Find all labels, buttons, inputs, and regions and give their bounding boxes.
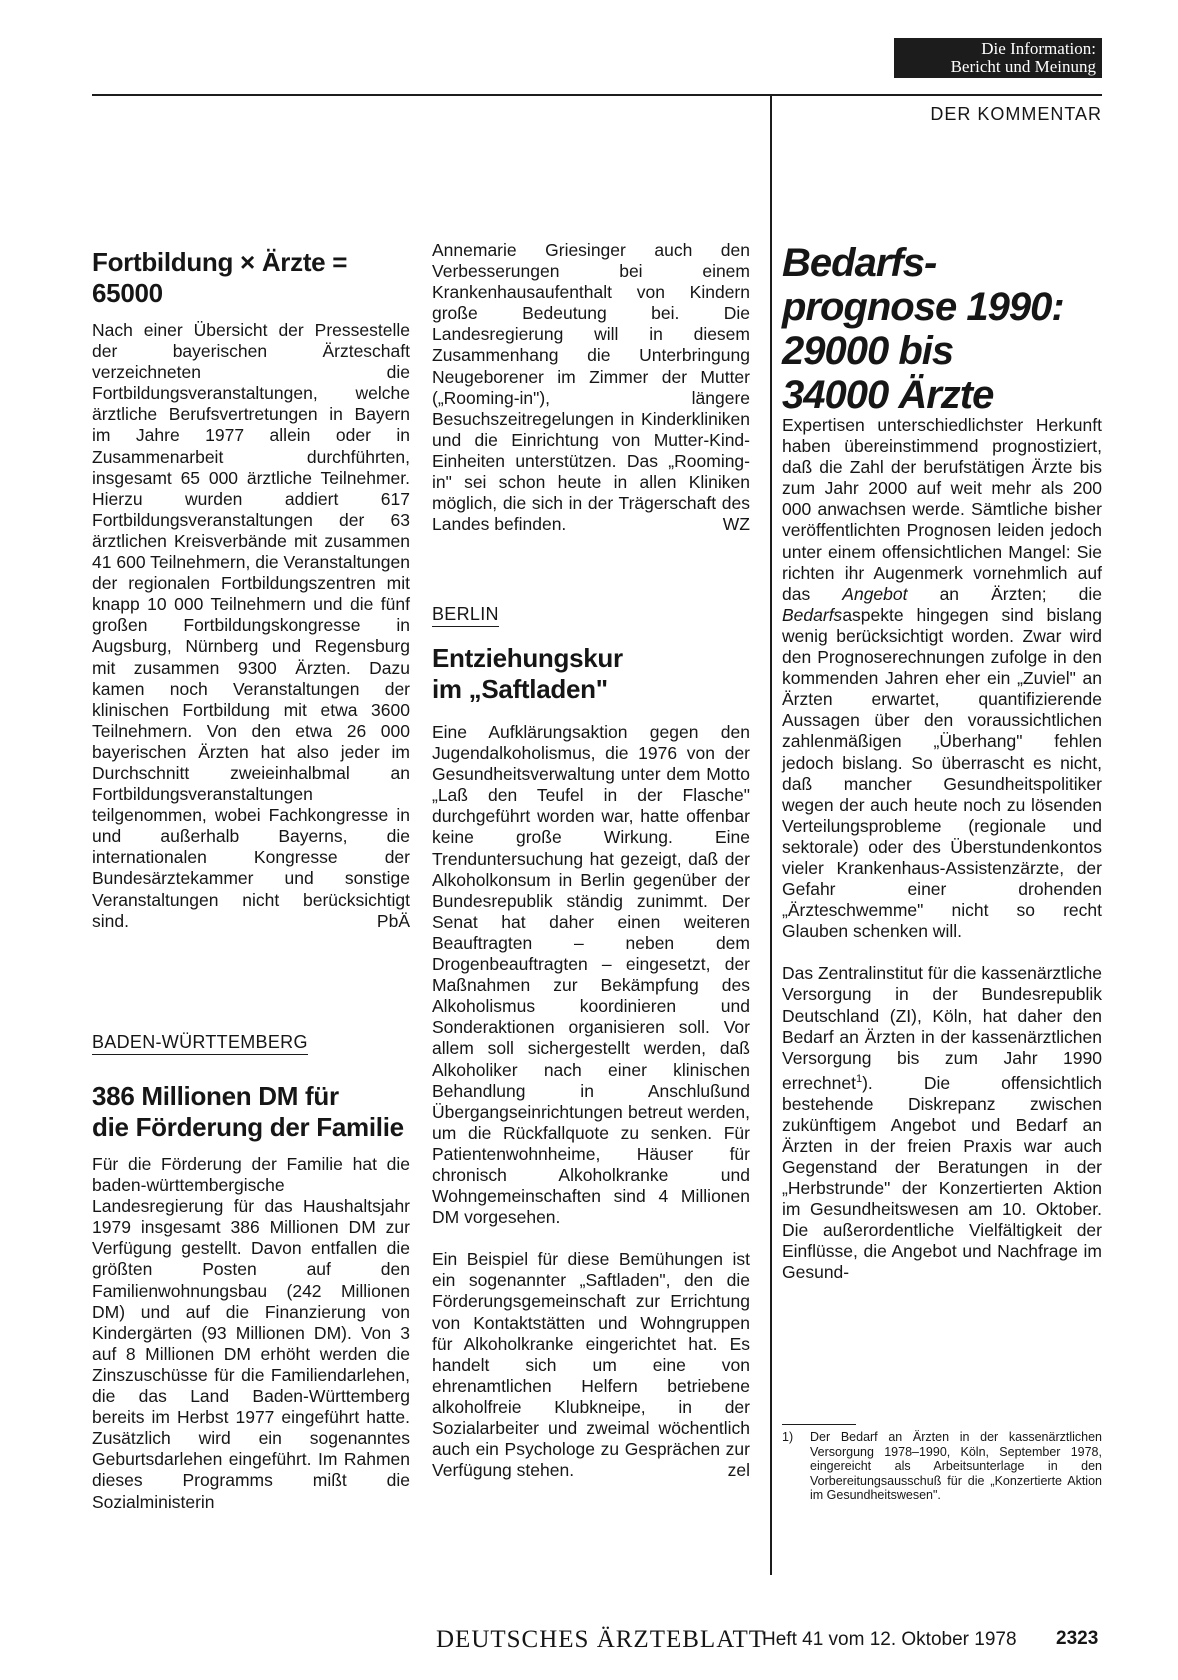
issue-info: Heft 41 vom 12. Oktober 1978 (762, 1629, 1017, 1650)
article2-title-line2: die Förderung der Familie (92, 1112, 404, 1142)
article4-em-angebot: Angebot (842, 583, 908, 604)
article2-body-part2 (432, 240, 750, 535)
article2-text-part2: Annemarie Griesinger auch den Verbesserungen bei einem Krankenhausaufenthalt von Kindern große Bedeutung bei. Die Landesregierung will in diesem Zusammenhang die Unterbringung Neugeborener im Zimmer der Mutter („Rooming-in"), längere Besuchszeitregelungen in Kinderkliniken und die Einrichtung von Mutter-Kind-Einheiten unterstützen. Das „Rooming-in" sei schon heute in allen Kliniken möglich, die sich in der Trägerschaft des Landes befinden. (432, 240, 750, 535)
top-rule (92, 94, 1102, 96)
article4-para1-c: aspekte hingegen sind bislang wenig berücksichtigt worden. Zwar wird den Prognoserechnungen zufolge in den kommenden Jahren eher ein „Zuviel" an Ärzten erwartet, quantifizierende Aussagen über den voraussichtlichen zahlenmäßigen „Überhang" fehlen jedoch bislang. So überrascht es nicht, daß mancher Gesundheitspolitiker wegen der auch heute noch zu lösenden Verteilungsprobleme (regionale und sektorale) oder des Überstundenkontos vieler Krankenhaus-Assistenzärzte, der Gefahr einer drohenden „Ärzteschwemme" nicht so recht Glauben schenken will. (782, 604, 1102, 942)
article3-title-line2: im „Saftladen" (432, 674, 608, 704)
article4-title-line3: 29000 bis (782, 329, 954, 373)
page-number: 2323 (1056, 1628, 1099, 1649)
article4-para2-a: Das Zentralinstitut für die kassenärztliche Versorgung in der Bundesrepublik Deutschland (ZI), Köln, hat daher den Bedarf an Ärzten in der kassenärztlichen Versorgung bis zum Jahr 1990 errechnet (782, 963, 1102, 1093)
article1-signature: PbÄ (376, 910, 410, 931)
article4-title-line4: 34000 Ärzte (782, 373, 994, 417)
article1-text: Nach einer Übersicht der Pressestelle der bayerischen Ärzteschaft verzeichneten die Fortbildungsveranstaltungen, welche ärztliche Berufsvertretungen in Bayern im Jahre 1977 allein oder in Zusammenarbeit durchführten, insgesamt 65 000 ärztliche Teilnehmer. Hierzu wurden addiert 617 Fortbildungsveranstaltungen der 63 ärztlichen Kreisverbände mit zusammen 41 600 Teilnehmern, die Veranstaltungen der regionalen Fortbildungszentren mit knapp 10 000 Teilnehmern und die fünf großen Fortbildungskongresse in Augsburg, Nürnberg und Regensburg mit zusammen 9300 Ärzten. Dazu kamen noch Veranstaltungen der klinischen Fortbildung mit etwa 3600 Teilnehmern. Von den etwa 26 000 bayerischen Ärzten hat also jeder im Durchschnitt zweieinhalbmal an Fortbildungsveranstaltungen teilgenommen, wobei Fachkongresse in und außerhalb Bayerns, die internationalen Kongresse der Bundesärztekammer und sonstige Veranstaltungen nicht berücksichtigt sind. (92, 320, 410, 931)
article2-text-part1: Für die Förderung der Familie hat die baden-württembergische Landesregierung für das Haushaltsjahr 1979 insgesamt 386 Millionen DM zur Verfügung gestellt. Davon entfallen die größten Posten auf den Familienwohnungsbau (242 Millionen DM) und auf die Finanzierung von Kindergärten (93 Millionen DM). Von 3 auf 8 Millionen DM erhöht werden die Zinszuschüsse für die Familiendarlehen, die das Land Baden-Württemberg bereits im Herbst 1977 eingeführt hatte. Zusätzlich wird ein sogenanntes Geburtsdarlehen eingeführt. Im Rahmen dieses Programms mißt die Sozialministerin (92, 1154, 410, 1512)
article1-title-line2: 65000 (92, 278, 163, 308)
section-badge (894, 38, 1102, 78)
footnote-text: Der Bedarf an Ärzten in der kassenärztlichen Versorgung 1978–1990, Köln, September 1978, eingereicht als Arbeitsunterlage in den Vorbereitungsausschuß für die „Konzertierte Aktion im Gesundheitswesen". (810, 1430, 1102, 1503)
article3-title-line1: Entziehungskur (432, 643, 623, 673)
footnote-rule (782, 1424, 856, 1425)
article3-para1: Eine Aufklärungsaktion gegen den Jugendalkoholismus, die 1976 von der Gesundheitsverwaltung unter dem Motto „Laß den Teufel in der Flasche" durchgeführt worden war, hatte offenbar keine große Wirkung. Eine Trenduntersuchung hat gezeigt, daß der Alkoholkonsum in Berlin gegenüber der Bundesrepublik ständig zunimmt. Der Senat hat daher einen weiteren Beauftragten – neben dem Drogenbeauftragten – eingesetzt, der Maßnahmen zur Bekämpfung des Alkoholismus koordinieren und Sonderaktionen organisieren soll. Vor allem soll sichergestellt werden, daß Alkoholiker nach einer klinischen Behandlung in Anschlußund Übergangseinrichtungen betreut werden, um die Rückfallquote zu senken. Für Patientenwohnheime, Häuser für chronisch Alkoholkranke und Wohngemeinschaften sind 4 Millionen DM vorgesehen. (432, 722, 750, 1228)
article4-title-line2: prognose 1990: (782, 285, 1064, 329)
badge-line-2: Bericht und Meinung (950, 57, 1096, 76)
journal-name: DEUTSCHES ÄRZTEBLATT (436, 1626, 766, 1653)
article3-headline (432, 643, 752, 705)
article4-para1-a: Expertisen unterschiedlichster Herkunft haben übereinstimmend prognostiziert, daß die Zahl der berufstätigen Ärzte bis zum Jahr 2000 auf weit mehr als 200 000 anwachsen werde. Sämtliche bisher veröffentlichten Prognosen leiden jedoch unter einem offensichtlichen Mangel: Sie richten ihr Augenmerk vornehmlich auf das (782, 415, 1102, 604)
article2-rubric: BADEN-WÜRTTEMBERG (92, 1031, 308, 1055)
article4-para1-b: an Ärzten; die (907, 583, 1102, 604)
article3-para2: Ein Beispiel für diese Bemühungen ist ein sogenannter „Saftladen", den die Förderungsgemeinschaft zur Errichtung von Kontaktstätten und Wohngruppen für Alkoholkranke eingerichtet hat. Es handelt sich um eine von ehrenamtlichen Helfern betriebene alkoholfreie Klubkneipe, in der Sozialarbeiter und zweimal wöchentlich auch ein Psychologe zu Gesprächen zur Verfügung stehen. (432, 1249, 750, 1481)
footnote (782, 1430, 1102, 1503)
article3-body (432, 722, 750, 1481)
column-divider (770, 95, 772, 1575)
article4-headline (782, 241, 1102, 417)
article4-para2 (782, 963, 1102, 1283)
article4-title-line1: Bedarfs- (782, 241, 937, 285)
article3-signature: zel (727, 1460, 750, 1481)
article1-body (92, 320, 410, 932)
article3-rubric: BERLIN (432, 603, 499, 627)
article1-headline (92, 247, 412, 309)
article4-em-bedarfs: Bedarfs (782, 604, 843, 625)
footnote-ref[interactable]: 1 (855, 1072, 863, 1085)
article4-para2-b: ). Die offensichtlich bestehende Diskrepanz zwischen zukünftigem Angebot und Bedarf an Ärzten in der freien Praxis war auch Gegenstand der Beratungen in der „Herbstrunde" der Konzertierten Aktion im Gesundheitswesen am 10. Oktober. Die außerordentliche Vielfältigkeit der Einflüsse, die Angebot und Nachfrage im Gesund- (782, 1072, 1102, 1283)
article2-signature: WZ (722, 514, 750, 535)
footnote-number: 1) (782, 1430, 794, 1444)
article1-title-line1: Fortbildung × Ärzte = (92, 247, 348, 277)
article4-para1 (782, 415, 1102, 942)
section-rubric: DER KOMMENTAR (930, 104, 1102, 124)
article4-body (782, 415, 1102, 1284)
badge-line-1: Die Information: (981, 39, 1096, 58)
article2-title-line1: 386 Millionen DM für (92, 1081, 339, 1111)
article2-headline (92, 1081, 412, 1143)
article2-body-part1 (92, 1154, 410, 1513)
